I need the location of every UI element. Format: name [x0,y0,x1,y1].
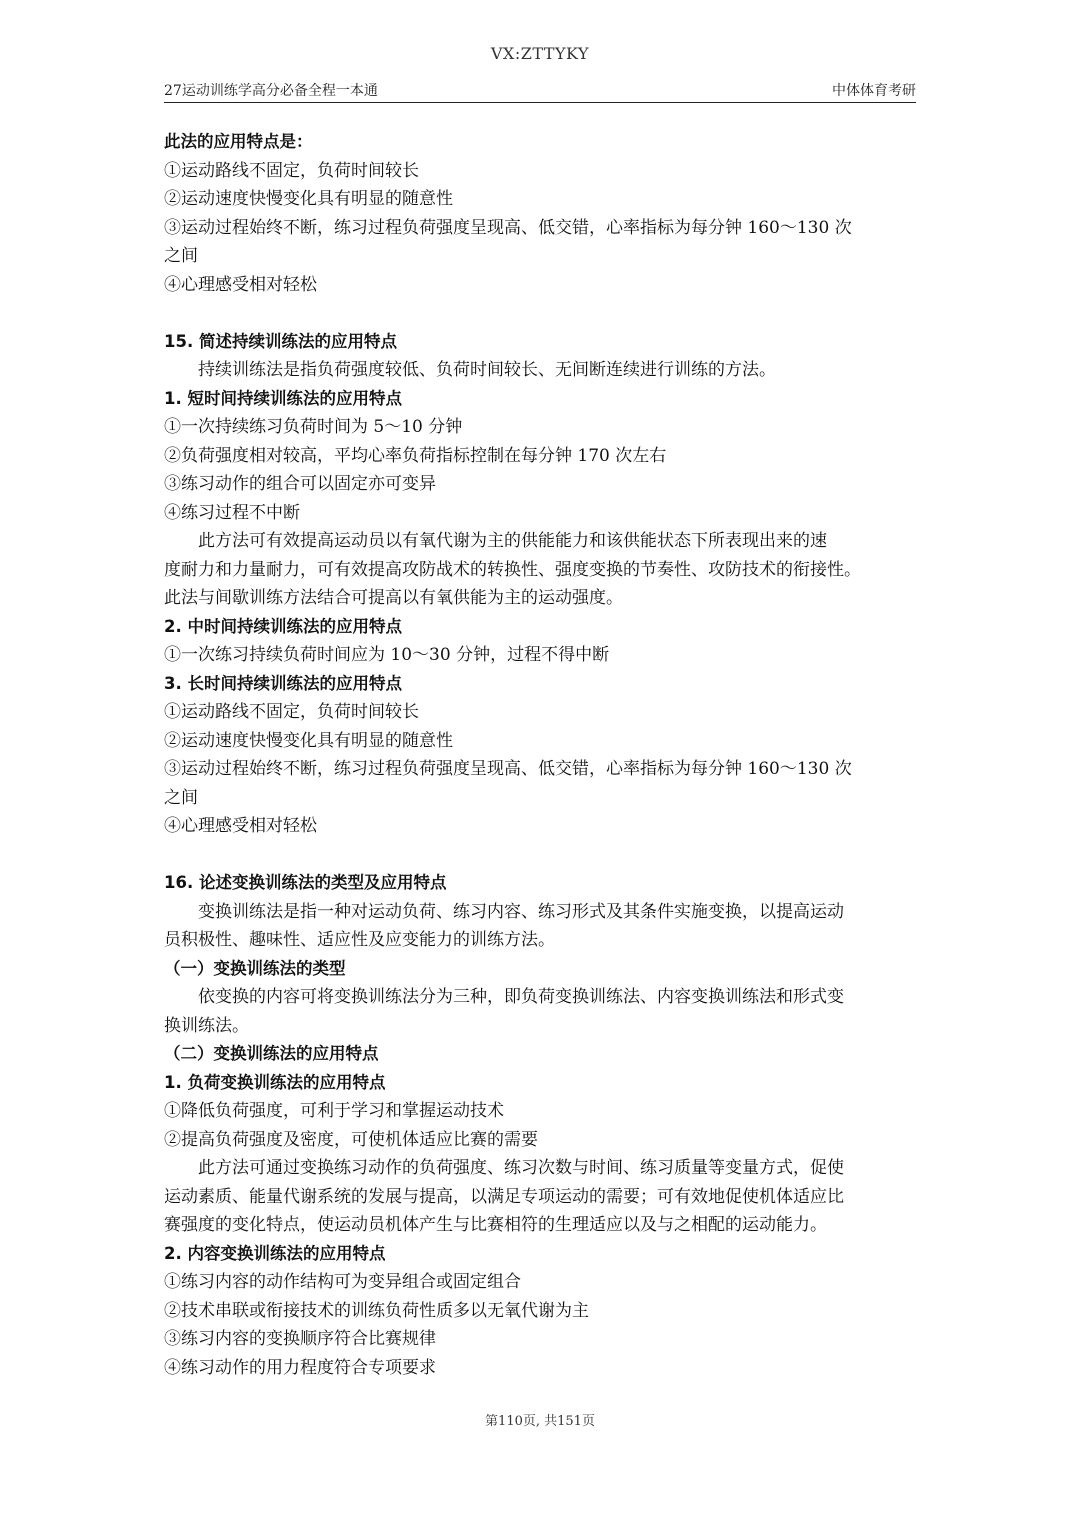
text-line: 之间 [164,787,198,808]
text-line: ①一次持续练习负荷时间为 5～10 分钟 [164,417,463,437]
section-heading: 2. 中时间持续训练法的应用特点 [164,616,402,636]
text-line: ②负荷强度相对较高，平均心率负荷指标控制在每分钟 170 次左右 [164,445,667,466]
paragraph-line: 此方法可通过变换练习动作的负荷强度、练习次数与时间、练习质量等变量方式，促使 [198,1158,844,1178]
text-line: ②提高负荷强度及密度，可使机体适应比赛的需要 [164,1129,538,1150]
text-line: ③运动过程始终不断，练习过程负荷强度呈现高、低交错，心率指标为每分钟 160～130 次 [164,217,852,238]
section-heading: 2. 内容变换训练法的应用特点 [164,1243,386,1263]
section-heading: 1. 负荷变换训练法的应用特点 [164,1072,386,1092]
text-line: ①降低负荷强度，可利于学习和掌握运动技术 [164,1101,504,1121]
text-line: ④心理感受相对轻松 [164,274,317,295]
paragraph-line: 依变换的内容可将变换训练法分为三种，即负荷变换训练法、内容变换训练法和形式变 [198,987,844,1007]
section-heading: 3. 长时间持续训练法的应用特点 [164,673,402,693]
text-line: ②运动速度快慢变化具有明显的随意性 [164,189,453,209]
section-heading: 1. 短时间持续训练法的应用特点 [164,388,402,408]
paragraph-line: 变换训练法是指一种对运动负荷、练习内容、练习形式及其条件实施变换，以提高运动 [198,901,844,922]
text-line: ④练习动作的用力程度符合专项要求 [164,1357,436,1378]
header-book-title: 27运动训练学高分必备全程一本通 [164,83,378,99]
text-line: ①练习内容的动作结构可为变异组合或固定组合 [164,1272,521,1292]
section-spacer [164,841,916,870]
page-number: 第110页, 共151页 [485,1414,595,1429]
section-heading: （二）变换训练法的应用特点 [164,1044,379,1063]
section-heading: （一）变换训练法的类型 [164,958,346,978]
text-line: 员积极性、趣味性、适应性及应变能力的训练方法。 [164,930,555,950]
text-line: 赛强度的变化特点，使运动员机体产生与比赛相符的生理适应以及与之相配的运动能力。 [164,1215,827,1235]
text-line: ④心理感受相对轻松 [164,816,317,836]
text-line: ①运动路线不固定，负荷时间较长 [164,160,419,181]
text-line: ②技术串联或衔接技术的训练负荷性质多以无氧代谢为主 [164,1300,589,1321]
section-heading: 此法的应用特点是： [164,132,313,151]
section-heading: 15. 简述持续训练法的应用特点 [164,331,397,351]
paragraph-line: 持续训练法是指负荷强度较低、负荷时间较长、无间断连续进行训练的方法。 [198,360,776,380]
watermark-text: VX:ZTTYKY [490,44,590,63]
section-heading: 16. 论述变换训练法的类型及应用特点 [164,873,447,892]
running-header [164,78,916,103]
text-line: ④练习过程不中断 [164,502,300,523]
text-line: ①一次练习持续负荷时间应为 10～30 分钟，过程不得中断 [164,645,610,665]
text-line: ③运动过程始终不断，练习过程负荷强度呈现高、低交错，心率指标为每分钟 160～130 次 [164,759,852,779]
text-line: ②运动速度快慢变化具有明显的随意性 [164,730,453,751]
paragraph-line: 此方法可有效提高运动员以有氧代谢为主的供能能力和该供能状态下所表现出来的速 [198,531,827,551]
text-line: ③练习动作的组合可以固定亦可变异 [164,474,436,494]
page-body [164,128,916,1382]
section-spacer [164,299,916,328]
text-line: ③练习内容的变换顺序符合比赛规律 [164,1329,436,1349]
text-line: 度耐力和力量耐力，可有效提高攻防战术的转换性、强度变换的节奏性、攻防技术的衔接性。 [164,559,861,580]
text-line: ①运动路线不固定，负荷时间较长 [164,702,419,722]
header-publisher: 中体体育考研 [832,83,916,99]
text-line: 之间 [164,246,198,266]
text-line: 运动素质、能量代谢系统的发展与提高，以满足专项运动的需要；可有效地促使机体适应比 [164,1186,844,1207]
text-line: 换训练法。 [164,1015,249,1036]
text-line: 此法与间歇训练方法结合可提高以有氧供能为主的运动强度。 [164,588,623,608]
